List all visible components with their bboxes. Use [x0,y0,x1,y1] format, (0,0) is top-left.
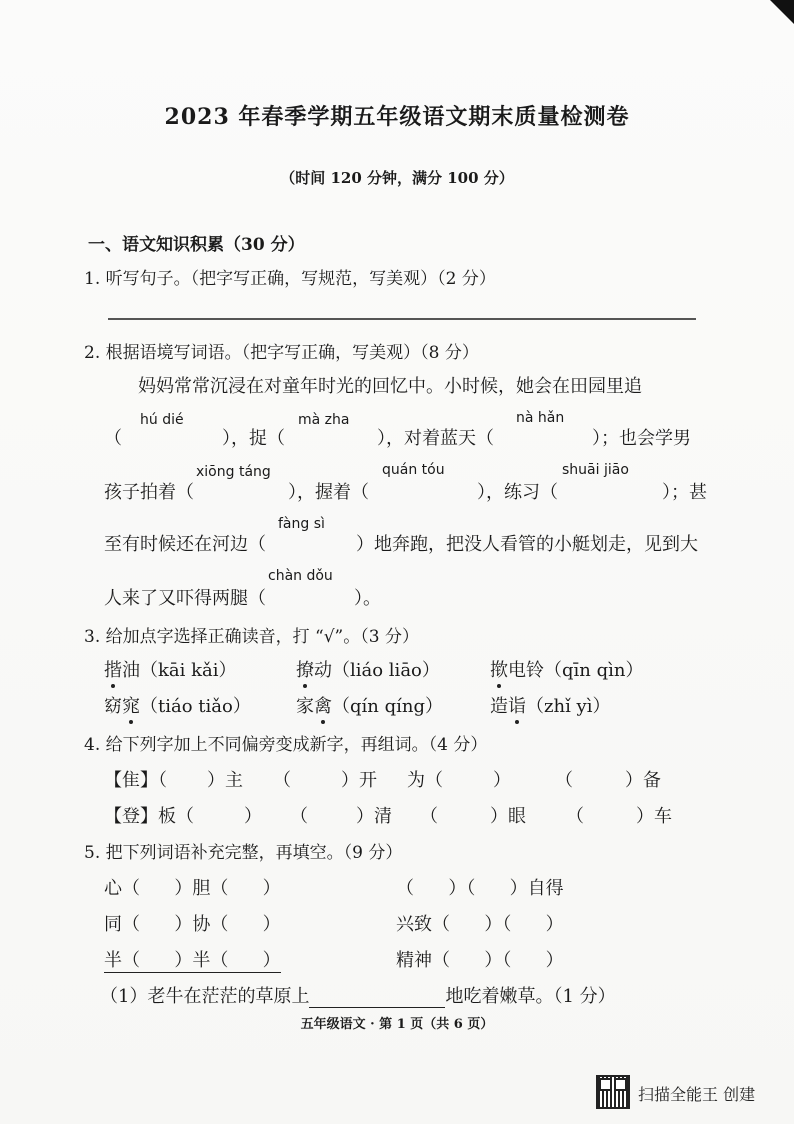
plain-char: 窈 [104,696,122,717]
q5-idiom-2[interactable]: （ ）（ ）自得 [396,878,564,899]
dotted-char: 诣 [508,692,526,718]
question-1: 1. 听写句子。（把字写正确，写规范，写美观）（2 分） [84,269,496,289]
q4-row-1 [104,766,661,792]
q3-item-1[interactable] [104,656,237,682]
q5-idiom-3[interactable]: 同（ ）协（ ） [104,914,281,935]
q2-line-2 [104,424,691,450]
pinyin-fang-si: fàng sì [278,516,325,532]
text: 【隹】（ [104,770,167,791]
pinyin-na-han: nà hǎn [516,410,565,426]
q3-item-6[interactable] [490,692,610,718]
pinyin-shuai-jiao: shuāi jiāo [562,462,629,478]
text: ）地奔跑，把没人看管的小艇划走，见到大 [356,534,698,555]
text: ）主 [207,770,243,791]
text: （ [273,770,291,791]
text: （ [555,770,573,791]
q3-item-4[interactable] [104,692,251,718]
qr-code-icon [596,1075,630,1109]
dotted-char: 揿 [490,656,508,682]
q2-line-3 [104,478,707,504]
reading-options: （zhǐ yì） [526,696,611,717]
text: （ [290,806,308,827]
reading-options: （qín qíng） [332,696,443,717]
text: 人来了又吓得两腿（ [104,588,266,609]
page-title: 2023 年春季学期五年级语文期末质量检测卷 [164,104,630,130]
q5-idiom-6[interactable]: 精神（ ）（ ） [396,950,564,971]
q3-item-2[interactable] [296,656,440,682]
q5-idiom-1[interactable]: 心（ ）胆（ ） [104,878,281,899]
dotted-char: 撩 [296,656,314,682]
text: ），练习（ [477,482,558,503]
text: ） [244,806,262,827]
q2-line-1: 妈妈常常沉浸在对童年时光的回忆中。小时候，她会在田园里追 [138,376,642,397]
text: 【登】板（ [104,806,194,827]
question-4-heading: 4. 给下列字加上不同偏旁变成新字，再组词。（4 分） [84,735,488,755]
text: ）车 [636,806,672,827]
text: ），对着蓝天（ [377,428,494,449]
text: （ [420,806,438,827]
dotted-char: 禽 [314,692,332,718]
plain-char: 家 [296,696,314,717]
text: 孩子拍着（ [104,482,194,503]
text: ），握着（ [288,482,369,503]
text: ）备 [625,770,661,791]
dotted-char: 窕 [122,692,140,718]
text: ） [493,770,511,791]
text: （ [104,428,122,449]
corner-mark [770,0,794,24]
text: 至有时候还在河边（ [104,534,266,555]
dictation-line[interactable] [108,318,696,320]
page-subtitle: （时间 120 分钟，满分 100 分） [280,169,514,187]
text: （ [566,806,584,827]
question-2-heading: 2. 根据语境写词语。（把字写正确，写美观）（8 分） [84,343,479,363]
q3-item-3[interactable] [490,656,643,682]
text: ）眼 [490,806,526,827]
scanner-watermark: 扫描全能王 创建 [638,1085,756,1104]
page-footer: 五年级语文 · 第 1 页（共 6 页） [300,1017,494,1032]
question-3-heading: 3. 给加点字选择正确读音，打 “√”。（3 分） [84,627,419,647]
q2-line-5 [104,584,381,610]
text: ）；也会学男 [592,428,691,449]
question-5-heading: 5. 把下列词语补充完整，再填空。（9 分） [84,843,403,863]
q2-line-4 [104,530,698,556]
pinyin-xiong-tang: xiōng táng [196,464,271,480]
pinyin-chan-dou: chàn dǒu [268,568,333,584]
reading-options: 油（kāi kǎi） [122,660,237,681]
text: （1）老牛在茫茫的草原上 [100,986,310,1007]
text: ）开 [341,770,377,791]
q4-row-2 [104,802,672,828]
reading-options: 电铃（qīn qìn） [508,660,644,681]
text: 为（ [407,770,443,791]
text: ）；甚 [662,482,707,503]
q5-idiom-4[interactable]: 兴致（ ）（ ） [396,914,564,935]
q3-item-5[interactable] [296,692,443,718]
answer-blank[interactable] [309,989,445,1008]
dotted-char: 揩 [104,656,122,682]
text: 地吃着嫩草。（1 分） [445,986,616,1007]
q5-idiom-5[interactable]: 半（ ）半（ ） [104,946,281,973]
pinyin-hu-die: hú dié [140,412,184,428]
text: ）。 [354,588,381,609]
pinyin-quan-tou: quán tóu [382,462,445,478]
section-heading: 一、语文知识积累（30 分） [88,235,305,255]
plain-char: 造 [490,696,508,717]
q5-subquestion-1 [100,982,616,1008]
text: ），捉（ [222,428,285,449]
text: ）清 [356,806,392,827]
pinyin-ma-zha: mà zha [298,412,350,428]
reading-options: （tiáo tiǎo） [140,696,251,717]
reading-options: 动（liáo liāo） [314,660,440,681]
